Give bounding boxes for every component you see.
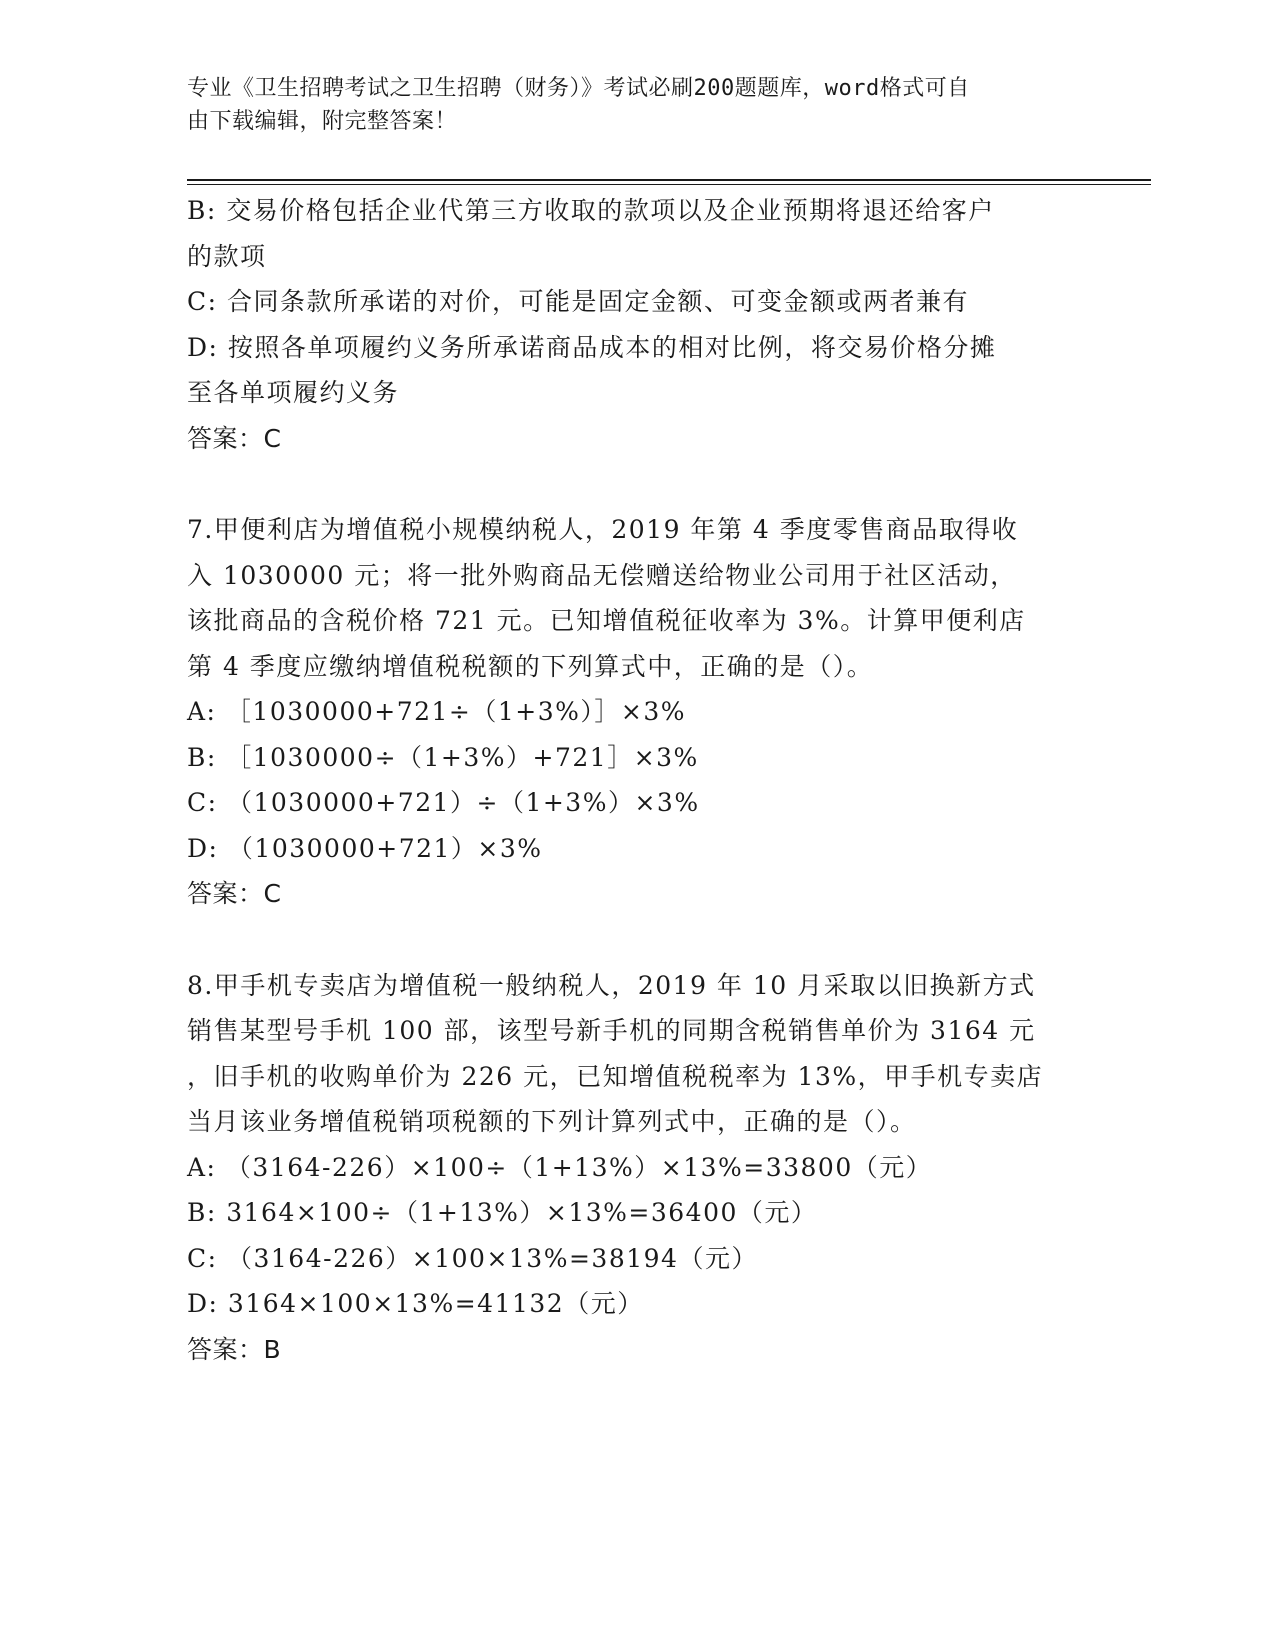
question-8-block [187,963,1087,1373]
question-7-option-b: B: ［1030000÷（1+3%）+721］×3% [187,742,699,772]
question-8-answer: 答案：B [187,1334,282,1364]
header-divider-thick [187,179,1151,181]
question-8-stem-line-3: ，旧手机的收购单价为 226 元，已知增值税税率为 13%，甲手机专卖店 [187,1061,1044,1091]
question-8-option-c: C: （3164-226）×100×13%=38194（元） [187,1243,758,1273]
option-d-line-2: 至各单项履约义务 [187,378,400,407]
question-8-stem-line-2: 销售某型号手机 100 部，该型号新手机的同期含税销售单价为 3164 元 [187,1016,1036,1045]
question-8-option-d: D: 3164×100×13%=41132（元） [187,1289,644,1318]
question-7-block [187,507,1087,917]
document-header [187,72,1077,138]
question-7-option-a: A: ［1030000+721÷（1+3%）］×3% [187,697,686,726]
option-b-line-1: B: 交易价格包括企业代第三方收取的款项以及企业预期将退还给客户 [187,196,995,225]
option-c: C: 合同条款所承诺的对价，可能是固定金额、可变金额或两者兼有 [187,287,970,316]
question-7-stem-line-3: 该批商品的含税价格 721 元。已知增值税征收率为 3%。计算甲便利店 [187,606,1026,635]
option-d-line-1: D: 按照各单项履约义务所承诺商品成本的相对比例，将交易价格分摊 [187,332,997,362]
question-8-stem-line-4: 当月该业务增值税销项税额的下列计算列式中，正确的是（）。 [187,1107,917,1136]
answer-label: 答案：C [187,423,282,453]
document-body [187,188,1087,1372]
question-8-stem-line-1: 8.甲手机专卖店为增值税一般纳税人，2019 年 10 月采取以旧换新方式 [187,970,1036,1000]
header-divider-thin [187,184,1151,185]
prev-question-block [187,188,1087,461]
question-8-option-a: A: （3164-226）×100÷（1+13%）×13%=33800（元） [187,1152,933,1182]
spacer [187,461,1087,507]
question-7-stem-line-1: 7.甲便利店为增值税小规模纳税人，2019 年第 4 季度零售商品取得收 [187,515,1019,544]
question-7-answer: 答案：C [187,879,282,908]
question-7-stem-line-4: 第 4 季度应缴纳增值税税额的下列算式中，正确的是（）。 [187,651,874,681]
header-line-2: 由下载编辑，附完整答案！ [187,109,458,134]
header-line-1: 专业《卫生招聘考试之卫生招聘（财务）》考试必刷200题题库，word格式可自 [187,76,970,101]
option-b-line-2: 的款项 [187,241,267,271]
spacer [187,917,1087,963]
question-7-option-d: D: （1030000+721）×3% [187,833,543,863]
question-7-option-c: C: （1030000+721）÷（1+3%）×3% [187,788,700,817]
question-7-stem-line-2: 入 1030000 元；将一批外购商品无偿赠送给物业公司用于社区活动， [187,560,1017,590]
question-8-option-b: B: 3164×100÷（1+13%）×13%=36400（元） [187,1198,818,1227]
